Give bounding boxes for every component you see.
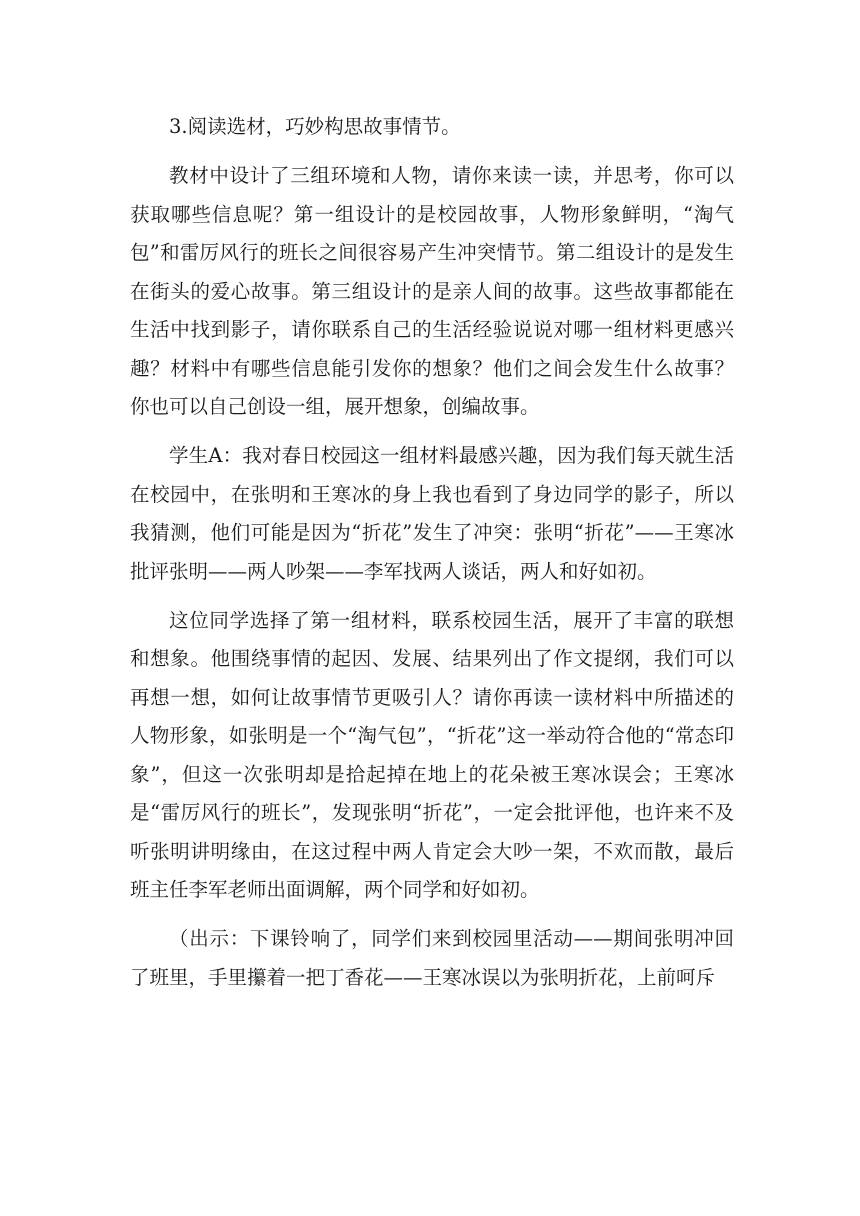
paragraph-teacher-analysis: 这位同学选择了第一组材料，联系校园生活，展开了丰富的联想和想象。他围绕事情的起因、发展、结果列出了作文提纲，我们可以再想一想，如何让故事情节更吸引人？请你再读一读材料中所描述的人物形象，如张明是一个“淘气包”，“折花”这一举动符合他的“常态印象”，但这一次张明却是拾起掉在地上的花朵被王寒冰误会；王寒冰是“雷厉风行的班长”，发现张明“折花”，一定会批评他，也许来不及听张明讲明缘由，在这过程中两人肯定会大吵一架，不欢而散，最后班主任李军老师出面调解，两个同学和好如初。 bbox=[130, 608, 734, 901]
document-body bbox=[130, 108, 734, 997]
paragraph-display-outline: （出示：下课铃响了，同学们来到校园里活动——期间张明冲回了班里，手里攥着一把丁香花——王寒冰误以为张明折花，上前呵斥 bbox=[130, 927, 734, 989]
section-heading: 3.阅读选材，巧妙构思故事情节。 bbox=[169, 115, 461, 138]
paragraph-student-a: 学生A：我对春日校园这一组材料最感兴趣，因为我们每天就生活在校园中，在张明和王寒冰的身上我也看到了身边同学的影子，所以我猜测，他们可能是因为“折花”发生了冲突：张明“折花”——王寒冰批评张明——两人吵架——李军找两人谈话，两人和好如初。 bbox=[130, 444, 734, 583]
paragraph-textbook-groups: 教材中设计了三组环境和人物，请你来读一读，并思考，你可以获取哪些信息呢？第一组设计的是校园故事，人物形象鲜明，“淘气包”和雷厉风行的班长之间很容易产生冲突情节。第二组设计的是发生在街头的爱心故事。第三组设计的是亲人间的故事。这些故事都能在生活中找到影子，请你联系自己的生活经验说说对哪一组材料更感兴趣？材料中有哪些信息能引发你的想象？他们之间会发生什么故事？你也可以自己创设一组，展开想象，创编故事。 bbox=[130, 164, 734, 418]
